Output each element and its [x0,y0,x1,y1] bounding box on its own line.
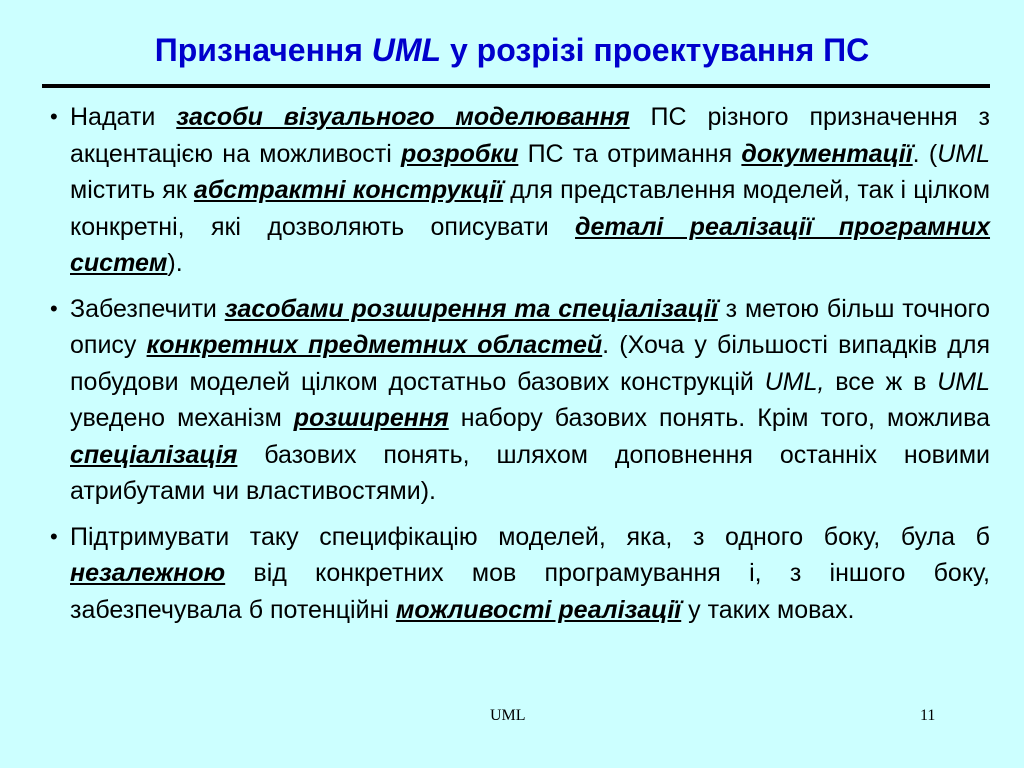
bullet-list [50,99,990,637]
key-term: деталі реалізації програмних систем [70,212,991,277]
title-text-part3: у розрізі проектування ПС [441,32,870,68]
bullet-text: для представлення моделей, так і цілком конкретні, які дозволяють описувати [70,176,991,241]
bullet-item [50,519,990,629]
bullet-text: . (Хоча у більшості випадків для побудови моделей цілком достатньо базових конструкцій [70,331,990,396]
bullet-text: містить як [70,176,194,204]
bullet-text: уведено механізм [70,404,294,432]
key-term: документації [741,139,913,168]
bullet-text: від конкретних мов програмування і, з іншого боку, забезпечувала б потенційні [70,559,990,624]
bullet-text: ПС та отримання [518,139,742,168]
key-term: засобами розширення та спеціалізації [224,294,718,323]
bullet-text: Забезпечити [70,294,225,323]
bullet-text: з метою більш точного опису [70,294,990,359]
bullet-text: ). [167,249,183,277]
key-term: засоби візуального моделювання [176,103,630,131]
uml-mention: UML [937,139,991,168]
bullet-text: все ж в [824,367,938,396]
bullet-text: Надати [70,103,177,131]
bullet-item [50,291,990,510]
page-number: 11 [920,707,936,724]
bullet-text: базових понять, шляхом доповнення останніх новими атрибутами чи властивостями). [70,440,990,505]
key-term: можливості реалізації [395,595,682,624]
key-term: незалежною [70,559,226,587]
title-underline-rule [42,84,990,88]
key-term: розширення [293,404,449,432]
bullet-text: Підтримувати таку специфікацію моделей, яка, з одного боку, була б [70,522,990,551]
bullet-text: набору базових понять. Крім того, можлива [448,404,991,432]
bullet-dot-icon: • [50,295,58,321]
title-text-uml: UML [371,32,442,68]
bullet-item [50,99,990,282]
key-term: спеціалізація [70,440,238,469]
key-term: розробки [401,139,519,168]
uml-mention: UML, [764,367,825,396]
bullet-text: . ( [912,139,938,168]
bullet-dot-icon: • [50,523,58,549]
key-term: абстрактні конструкції [193,176,504,204]
uml-mention: UML [937,367,990,396]
slide-title [0,30,1024,70]
footer-label: UML [490,707,526,724]
bullet-text: у таких мовах. [681,595,855,624]
bullet-text: ПС різного призначення з акцентацією на можливості [70,103,991,168]
key-term: конкретних предметних областей [146,331,603,359]
bullet-dot-icon: • [50,104,58,129]
title-text-part1: Призначення [154,32,372,68]
